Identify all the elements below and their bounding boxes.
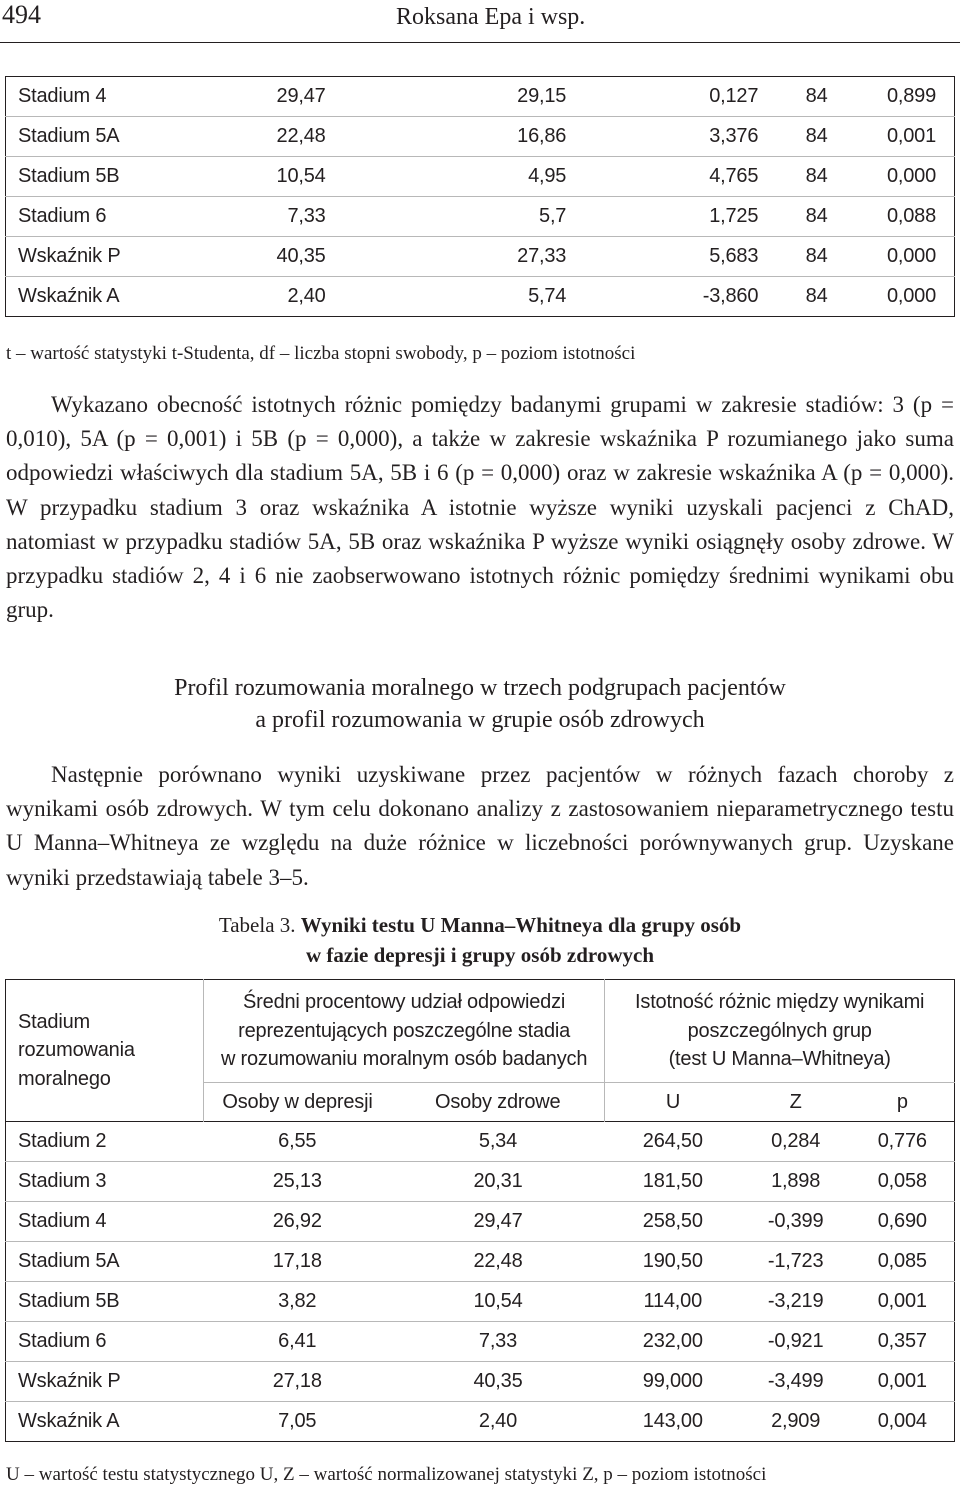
header-rule bbox=[0, 42, 960, 43]
table-header-row bbox=[6, 980, 955, 1083]
row-label: Wskaźnik P bbox=[6, 237, 216, 277]
table-cell: 22,48 bbox=[215, 117, 343, 157]
table-cell: 0,058 bbox=[851, 1162, 955, 1202]
table-cell: -3,499 bbox=[741, 1362, 851, 1402]
subheader-z: Z bbox=[741, 1083, 851, 1122]
table-cell: 7,33 bbox=[391, 1322, 605, 1362]
table-cell: 2,909 bbox=[741, 1402, 851, 1442]
table-row bbox=[6, 117, 955, 157]
table-cell: 0,690 bbox=[851, 1202, 955, 1242]
section-heading-line: Profil rozumowania moralnego w trzech podgrupach pacjentów bbox=[174, 675, 786, 701]
table-cell: 27,18 bbox=[203, 1362, 391, 1402]
row-label: Wskaźnik P bbox=[6, 1362, 204, 1402]
table-cell: 26,92 bbox=[203, 1202, 391, 1242]
table-cell: 84 bbox=[776, 277, 845, 317]
table-cell: 0,001 bbox=[846, 117, 955, 157]
table-cell: 84 bbox=[776, 117, 845, 157]
table-row bbox=[6, 1322, 955, 1362]
results-table-continued bbox=[5, 76, 955, 317]
table-cell: 20,31 bbox=[391, 1162, 605, 1202]
table-title: Wyniki testu U Manna–Whitneya dla grupy osób bbox=[300, 913, 742, 937]
table-cell: 114,00 bbox=[605, 1282, 741, 1322]
table-cell: 5,74 bbox=[344, 277, 585, 317]
header-line: moralnego bbox=[18, 1067, 111, 1090]
table-cell: 5,34 bbox=[391, 1122, 605, 1162]
row-label: Stadium 6 bbox=[6, 1322, 204, 1362]
row-label: Stadium 5A bbox=[6, 117, 216, 157]
table-cell: 0,000 bbox=[846, 277, 955, 317]
table-cell: 16,86 bbox=[344, 117, 585, 157]
table-cell: 0,001 bbox=[851, 1362, 955, 1402]
section-heading bbox=[0, 672, 960, 736]
row-label: Stadium 5A bbox=[6, 1242, 204, 1282]
row-label: Wskaźnik A bbox=[6, 277, 216, 317]
table-cell: 0,004 bbox=[851, 1402, 955, 1442]
header-line: rozumowania bbox=[18, 1039, 135, 1062]
table-cell: 27,33 bbox=[344, 237, 585, 277]
table-cell: 264,50 bbox=[605, 1122, 741, 1162]
subheader-depression: Osoby w depresji bbox=[203, 1083, 391, 1122]
subheader-healthy: Osoby zdrowe bbox=[391, 1083, 605, 1122]
table-cell: 3,376 bbox=[584, 117, 776, 157]
table-cell: -3,860 bbox=[584, 277, 776, 317]
table-row bbox=[6, 1402, 955, 1442]
table-cell: 84 bbox=[776, 197, 845, 237]
row-label: Stadium 6 bbox=[6, 197, 216, 237]
table-cell: 6,55 bbox=[203, 1122, 391, 1162]
table-row bbox=[6, 1242, 955, 1282]
table-cell: 0,284 bbox=[741, 1122, 851, 1162]
table-cell: 99,000 bbox=[605, 1362, 741, 1402]
table-cell: 3,82 bbox=[203, 1282, 391, 1322]
table-cell: 2,40 bbox=[215, 277, 343, 317]
running-title: Roksana Epa i wsp. bbox=[396, 4, 586, 30]
table-cell: 2,40 bbox=[391, 1402, 605, 1442]
subheader-p: p bbox=[851, 1083, 955, 1122]
table-cell: 0,000 bbox=[846, 237, 955, 277]
header-line: w rozumowaniu moralnym osób badanych bbox=[220, 1048, 588, 1071]
table-cell: 29,47 bbox=[391, 1202, 605, 1242]
header-line: Istotność różnic między wynikami bbox=[635, 991, 925, 1014]
table-cell: 6,41 bbox=[203, 1322, 391, 1362]
table-row bbox=[6, 197, 955, 237]
table-cell: 0,001 bbox=[851, 1282, 955, 1322]
results-table-continued-body bbox=[6, 77, 955, 317]
table-cell: 40,35 bbox=[215, 237, 343, 277]
header-line: (test U Manna–Whitneya) bbox=[668, 1048, 891, 1071]
table-cell: 232,00 bbox=[605, 1322, 741, 1362]
table-cell: 84 bbox=[776, 157, 845, 197]
table-row bbox=[6, 1202, 955, 1242]
running-head bbox=[0, 0, 960, 46]
body-paragraph: Następnie porównano wyniki uzyskiwane przez pacjentów w różnych fazach choroby z wynikami osób zdrowych. W tym celu dokonano analizy z zastosowaniem nieparametrycznego testu U Manna–Whitneya ze względu na duże różnice w liczebności porównywanych grup. Uzyskane wyniki przedstawiają tabele 3–5. bbox=[6, 762, 954, 890]
table-cell: 22,48 bbox=[391, 1242, 605, 1282]
body-paragraph: Wykazano obecność istotnych różnic pomiędzy badanymi grupami w zakresie stadiów: 3 (p = 0,010), 5A (p = 0,001) i 5B (p = 0,000), a także w zakresie wskaźnika P rozumianego jako suma odpowiedzi właściwych dla stadium 5A, 5B i 6 (p = 0,000) oraz w zakresie wskaźnika A (p = 0,000). W przypadku stadium 3 oraz wskaźnika A istotnie wyższe wyniki uzyskali pacjenci z ChAD, natomiast w przypadku stadiów 5A, 5B oraz wskaźnika P wyższe wyniki osiągnęły osoby zdrowe. W przypadku stadiów 2, 4 i 6 nie zaobserwowano istotnych różnic pomiędzy średnimi wynikami obu grup. bbox=[6, 392, 954, 623]
header-line: Stadium bbox=[18, 1010, 90, 1033]
table-cell: 0,088 bbox=[846, 197, 955, 237]
table-cell: 0,000 bbox=[846, 157, 955, 197]
table-cell: 0,127 bbox=[709, 85, 759, 107]
mann-whitney-table bbox=[5, 979, 955, 1442]
table-label: Tabela 3. bbox=[218, 913, 296, 937]
table-row bbox=[6, 1162, 955, 1202]
header-line: poszczególnych grup bbox=[687, 1019, 872, 1042]
table-title: w fazie depresji i grupy osób zdrowych bbox=[305, 943, 655, 967]
table-row bbox=[6, 1122, 955, 1162]
table-row bbox=[6, 277, 955, 317]
stage-column-header bbox=[6, 980, 204, 1122]
table-cell: 258,50 bbox=[605, 1202, 741, 1242]
subheader-u: U bbox=[605, 1083, 741, 1122]
table-cell: 5,683 bbox=[584, 237, 776, 277]
group-header-significance bbox=[605, 980, 955, 1083]
table-row bbox=[6, 157, 955, 197]
table-cell: 29,15 bbox=[517, 85, 567, 107]
table-cell: 143,00 bbox=[605, 1402, 741, 1442]
header-line: Średni procentowy udział odpowiedzi bbox=[243, 991, 566, 1014]
table-cell: 5,7 bbox=[344, 197, 585, 237]
row-label: Stadium 3 bbox=[6, 1162, 204, 1202]
group-header-means bbox=[203, 980, 604, 1083]
table-cell: -0,921 bbox=[741, 1322, 851, 1362]
table-cell: 84 bbox=[805, 85, 828, 107]
table-cell: 7,05 bbox=[203, 1402, 391, 1442]
table-cell: 0,899 bbox=[886, 85, 936, 107]
table-cell: 10,54 bbox=[391, 1282, 605, 1322]
table-cell: 17,18 bbox=[203, 1242, 391, 1282]
row-label: Stadium 4 bbox=[18, 85, 107, 107]
table-cell: 190,50 bbox=[605, 1242, 741, 1282]
table-cell: 84 bbox=[776, 237, 845, 277]
table-row bbox=[6, 1282, 955, 1322]
table-cell: 40,35 bbox=[391, 1362, 605, 1402]
row-label: Stadium 4 bbox=[6, 1202, 204, 1242]
table-cell: 1,898 bbox=[741, 1162, 851, 1202]
table-footnote: U – wartość testu statystycznego U, Z – wartość normalizowanej statystyki Z, p – poziom istotności bbox=[6, 1464, 767, 1485]
table-cell: 0,085 bbox=[851, 1242, 955, 1282]
table-cell: -1,723 bbox=[741, 1242, 851, 1282]
table-cell: 4,95 bbox=[344, 157, 585, 197]
table-cell: 181,50 bbox=[605, 1162, 741, 1202]
table-cell: -3,219 bbox=[741, 1282, 851, 1322]
header-line: reprezentujących poszczególne stadia bbox=[238, 1019, 571, 1042]
table-footnote: t – wartość statystyki t-Studenta, df – liczba stopni swobody, p – poziom istotności bbox=[6, 343, 636, 364]
row-label: Stadium 5B bbox=[6, 157, 216, 197]
table-row bbox=[6, 77, 955, 117]
table-cell: 25,13 bbox=[203, 1162, 391, 1202]
table-cell: 7,33 bbox=[215, 197, 343, 237]
table-cell: 0,776 bbox=[851, 1122, 955, 1162]
table-cell: 0,357 bbox=[851, 1322, 955, 1362]
table-cell: 4,765 bbox=[584, 157, 776, 197]
table-cell: 29,47 bbox=[276, 85, 326, 107]
table-cell: 10,54 bbox=[215, 157, 343, 197]
table-row bbox=[6, 237, 955, 277]
row-label: Wskaźnik A bbox=[6, 1402, 204, 1442]
table-caption bbox=[0, 910, 960, 970]
table-row bbox=[6, 1362, 955, 1402]
row-label: Stadium 5B bbox=[6, 1282, 204, 1322]
row-label: Stadium 2 bbox=[6, 1122, 204, 1162]
table-cell: -0,399 bbox=[741, 1202, 851, 1242]
mann-whitney-table-body bbox=[6, 980, 955, 1442]
section-heading-line: a profil rozumowania w grupie osób zdrowych bbox=[255, 707, 705, 733]
table-cell: 1,725 bbox=[584, 197, 776, 237]
page-number: 494 bbox=[2, 0, 41, 29]
